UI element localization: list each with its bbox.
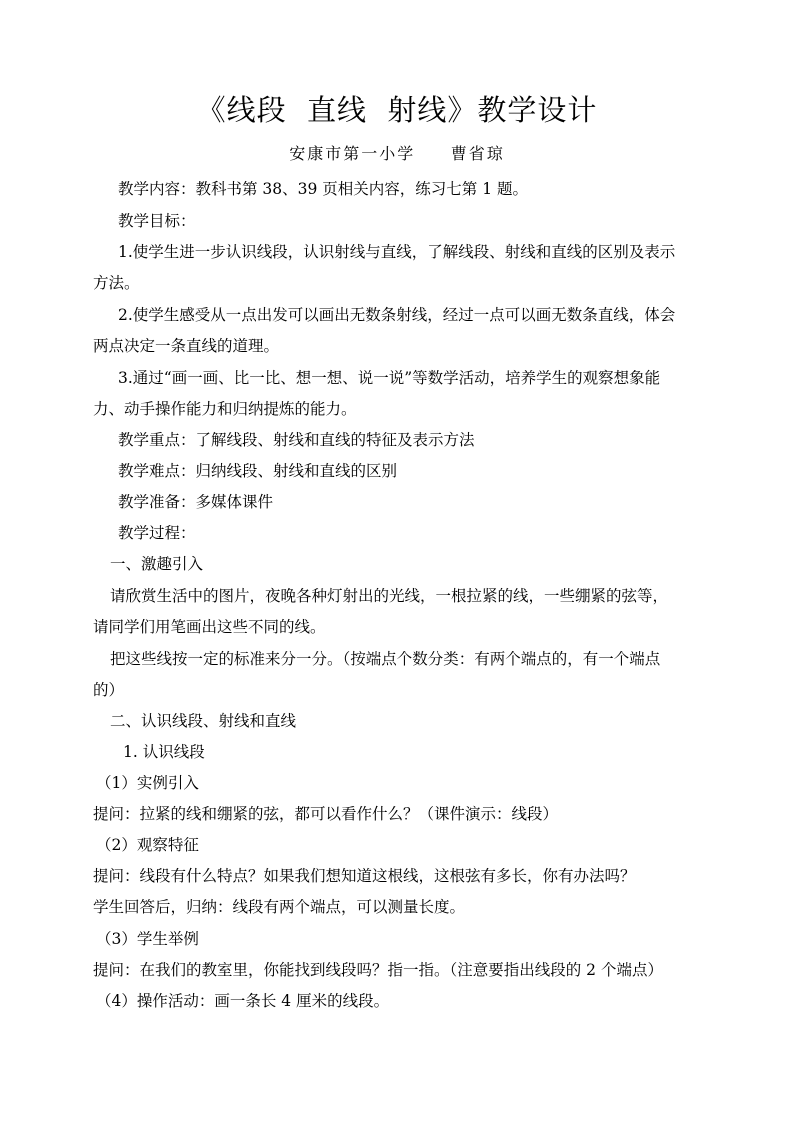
section-2-heading: 二、认识线段、射线和直线 (110, 712, 297, 730)
objective-1-line-1: 1.使学生进一步认识线段，认识射线与直线，了解线段、射线和直线的区别及表示 (118, 243, 676, 261)
answer-2: 学生回答后，归纳：线段有两个端点，可以测量长度。 (93, 898, 466, 916)
preparation: 教学准备：多媒体课件 (118, 493, 274, 511)
step-4-heading: （4）操作活动：画一条长 4 厘米的线段。 (96, 992, 390, 1010)
classify-line-1: 把这些线按一定的标准来分一分。（按端点个数分类：有两个端点的，有一个端点 (110, 650, 661, 668)
objective-2-line-2: 两点决定一条直线的道理。 (93, 337, 280, 355)
intro-line-1: 请欣赏生活中的图片，夜晚各种灯射出的光线，一根拉紧的线，一些绷紧的弦等， (110, 587, 669, 605)
teaching-content: 教学内容：教科书第 38、39 页相关内容，练习七第 1 题。 (118, 180, 529, 198)
section-1-heading: 一、激趣引入 (110, 555, 204, 573)
author-line: 安康市第一小学 曹省琼 (289, 144, 505, 163)
difficulty: 教学难点：归纳线段、射线和直线的区别 (118, 462, 398, 480)
classify-line-2: 的） (93, 681, 125, 699)
intro-line-2: 请同学们用笔画出这些不同的线。 (93, 618, 326, 636)
objectives-heading: 教学目标： (118, 212, 196, 230)
step-2-heading: （2）观察特征 (96, 836, 199, 854)
objective-2-line-1: 2.使学生感受从一点出发可以画出无数条射线，经过一点可以画无数条直线，体会 (118, 306, 676, 324)
objective-3-line-2: 力、动手操作能力和归纳提炼的能力。 (93, 400, 357, 418)
objective-1-line-2: 方法。 (93, 274, 140, 292)
step-3-heading: （3）学生举例 (96, 930, 199, 948)
key-point: 教学重点：了解线段、射线和直线的特征及表示方法 (118, 431, 475, 449)
question-1: 提问：拉紧的线和绷紧的弦，都可以看作什么？（课件演示：线段） (93, 805, 559, 823)
objective-3-line-1: 3.通过“画一画、比一比、想一想、说一说”等数学活动，培养学生的观察想象能 (118, 369, 661, 387)
document-title: 《线段 直线 射线》教学设计 (196, 93, 598, 127)
subsection-1-heading: 1. 认识线段 (123, 743, 205, 761)
step-1-heading: （1）实例引入 (96, 774, 199, 792)
question-2: 提问：线段有什么特点？如果我们想知道这根线，这根弦有多长，你有办法吗？ (93, 867, 636, 885)
question-3: 提问：在我们的教室里，你能找到线段吗？指一指。（注意要指出线段的 2 个端点） (93, 961, 663, 979)
process-heading: 教学过程： (118, 524, 196, 542)
